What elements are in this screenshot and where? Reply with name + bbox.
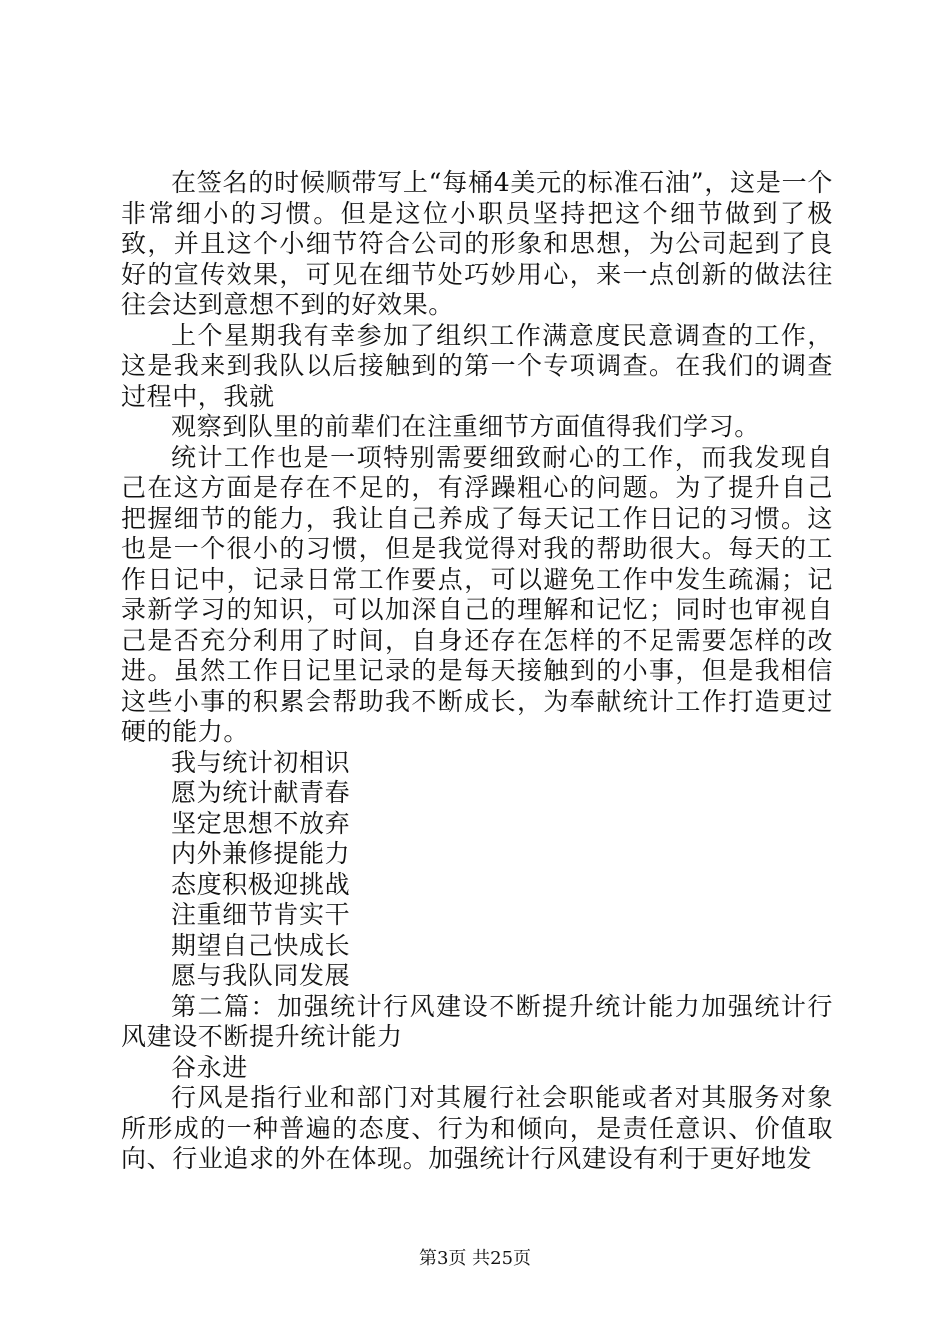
poem-line: 愿为统计献青春 xyxy=(171,778,351,807)
poem-line: 愿与我队同发展 xyxy=(171,961,351,990)
paragraph-3: 观察到队里的前辈们在注重细节方面值得我们学习。 xyxy=(171,412,760,441)
paragraph-2: 上个星期我有幸参加了组织工作满意度民意调查的工作，这是我来到我队以后接触到的第一个专项调查。在我们的调查过程中，我就 xyxy=(121,320,833,411)
poem-line: 我与统计初相识 xyxy=(171,747,351,777)
document-body xyxy=(121,168,833,1175)
paragraph-last: 行风是指行业和部门对其履行社会职能或者对其服务对象所形成的一种普遍的态度、行为和倾向，是责任意识、价值取向、行业追求的外在体现。加强统计行风建设有利于更好地发 xyxy=(121,1083,833,1173)
paragraph-1: 在签名的时候顺带写上“每桶4美元的标准石油”，这是一个非常细小的习惯。但是这位小职员坚持把这个细节做到了极致，并且这个小细节符合公司的形象和思想，为公司起到了良好的宣传效果，可见在细节处巧妙用心，来一点创新的做法往往会达到意想不到的好效果。 xyxy=(121,168,833,319)
paragraph-4: 统计工作也是一项特别需要细致耐心的工作，而我发现自己在这方面是存在不足的，有浮躁粗心的问题。为了提升自己把握细节的能力，我让自己养成了每天记工作日记的习惯。这也是一个很小的习惯，但是我觉得对我的帮助很大。每天的工作日记中，记录日常工作要点，可以避免工作中发生疏漏；记录新学习的知识，可以加深自己的理解和记忆；同时也审视自己是否充分利用了时间，自身还存在怎样的不足需要怎样的改进。虽然工作日记里记录的是每天接触到的小事，但是我相信这些小事的积累会帮助我不断成长，为奉献统计工作打造更过硬的能力。 xyxy=(121,442,833,746)
author-name: 谷永进 xyxy=(171,1052,248,1082)
poem-line: 坚定思想不放弃 xyxy=(171,808,351,838)
page-footer: 第3页 共25页 xyxy=(418,1248,532,1269)
poem-line: 内外兼修提能力 xyxy=(171,839,351,868)
poem-block xyxy=(121,748,833,992)
poem-line: 注重细节肯实干 xyxy=(171,900,351,929)
poem-line: 态度积极迎挑战 xyxy=(171,869,351,899)
poem-line: 期望自己快成长 xyxy=(171,930,351,960)
section-heading: 第二篇：加强统计行风建设不断提升统计能力加强统计行风建设不断提升统计能力 xyxy=(121,991,833,1051)
